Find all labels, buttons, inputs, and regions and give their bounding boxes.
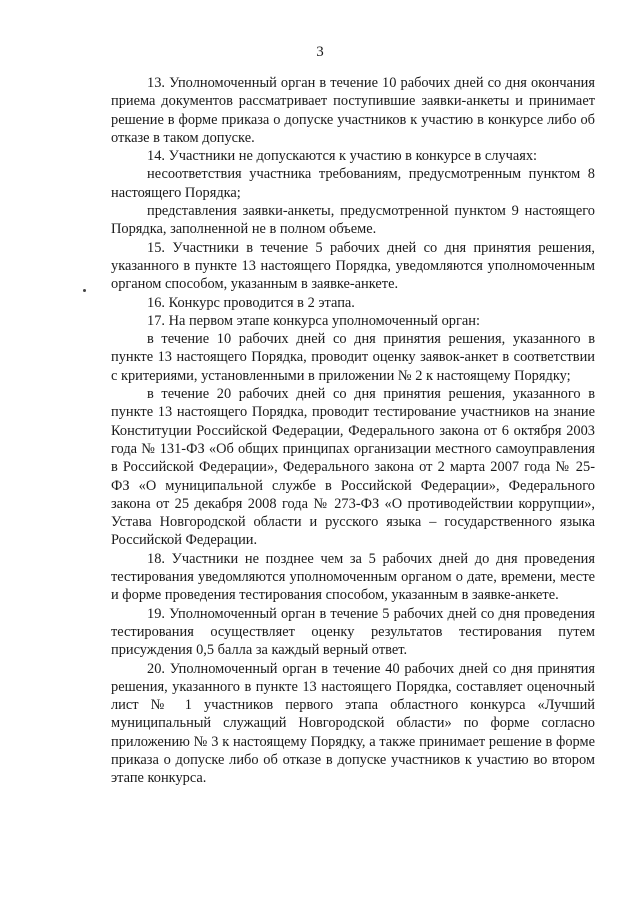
page-number: 3 <box>316 44 324 60</box>
paragraph-15: 15. Участники в течение 5 рабочих дней со дня принятия решения, указанного в пункте 13 настоящего Порядка, уведомляются уполномоченным органом способом, указанным в заявке-анкете. <box>111 239 595 293</box>
paragraph-17-item-2: в течение 20 рабочих дней со дня принятия решения, указанного в пункте 13 настоящего Порядка, проводит тестирование участников на знание Конституции Российской Федерации, Федерального закона от 6 октября 2003 года № 131-ФЗ «Об общих принципах организации местного самоуправления в Российской Федерации», Федерального закона от 2 марта 2007 года № 25-ФЗ «О муниципальной службе в Российской Федерации», Федерального закона от 25 декабря 2008 года № 273-ФЗ «О противодействии коррупции», Устава Новгородской области и русского языка – государственного языка Российской Федерации. <box>111 386 595 549</box>
paragraph-19: 19. Уполномоченный орган в течение 5 рабочих дней со дня проведения тестирования осуществляет оценку результатов тестирования путем присуждения 0,5 балла за каждый верный ответ. <box>111 605 595 659</box>
paragraph-16: 16. Конкурс проводится в 2 этапа. <box>147 294 355 311</box>
paragraph-14: 14. Участники не допускаются к участию в конкурсе в случаях: <box>147 148 538 165</box>
paragraph-17: 17. На первом этапе конкурса уполномоченный орган: <box>147 312 480 329</box>
paragraph-14-case-2: представления заявки-анкеты, предусмотренной пунктом 9 настоящего Порядка, заполненной не в полном объеме. <box>111 203 595 238</box>
paragraph-20: 20. Уполномоченный орган в течение 40 рабочих дней со дня принятия решения, указанного в пункте 13 настоящего Порядка, составляет оценочный лист № 1 участников первого этапа областного конкурса «Лучший муниципальный служащий Новгородской области» по форме согласно приложению № 3 к настоящему Порядку, а также принимает решение в форме приказа о допуске либо об отказе в допуске участников к участию во втором этапе конкурса. <box>111 660 595 787</box>
paragraph-17-item-1: в течение 10 рабочих дней со дня принятия решения, указанного в пункте 13 настоящего Порядка, проводит оценку заявок-анкет в соответствии с критериями, установленными в приложении № 2 к настоящему Порядку; <box>111 331 595 384</box>
document-body <box>111 74 595 788</box>
paragraph-13: 13. Уполномоченный орган в течение 10 рабочих дней со дня окончания приема документов рассматривает поступившие заявки-анкеты и принимает решение в форме приказа о допуске участников к участию в конкурсе либо об отказе в таком допуске. <box>111 75 595 146</box>
paragraph-18: 18. Участники не позднее чем за 5 рабочих дней до дня проведения тестирования уведомляются уполномоченным органом о дате, времени, месте и форме проведения тестирования способом, указанным в заявке-анкете. <box>111 550 595 604</box>
scan-speck <box>83 289 86 292</box>
paragraph-14-case-1: несоответствия участника требованиям, предусмотренным пунктом 8 настоящего Порядка; <box>111 166 595 201</box>
